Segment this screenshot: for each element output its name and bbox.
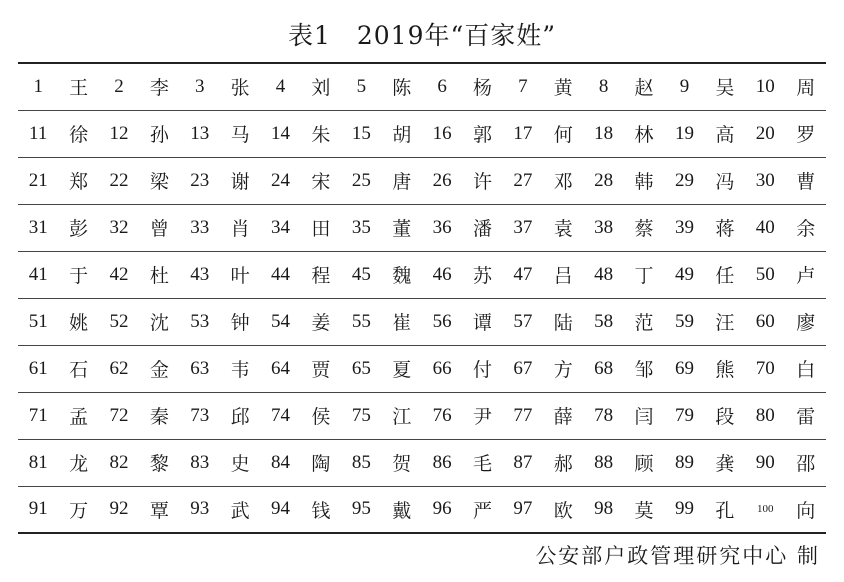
surname: 石	[69, 359, 89, 381]
rank-number: 13	[190, 122, 210, 144]
rank-number: 69	[674, 357, 694, 379]
surname: 丁	[634, 265, 654, 287]
rank-number: 90	[755, 451, 775, 473]
rank-number: 27	[513, 169, 533, 191]
rank-number: 76	[432, 404, 452, 426]
rank-number: 6	[437, 75, 447, 97]
rank-number: 9	[679, 75, 690, 97]
surname: 余	[796, 218, 816, 240]
rank-number: 48	[594, 263, 614, 285]
surname: 王	[69, 77, 89, 100]
surname: 吴	[715, 77, 735, 100]
rank-number: 57	[513, 310, 533, 332]
surname: 向	[796, 499, 816, 522]
surname: 孙	[149, 124, 169, 146]
surname: 武	[230, 499, 250, 522]
surname: 邵	[796, 453, 816, 475]
rank-number: 56	[432, 310, 452, 332]
surname: 薛	[553, 406, 573, 428]
surname: 黄	[553, 77, 573, 100]
rank-number: 66	[432, 357, 452, 379]
surname: 邓	[553, 171, 573, 193]
rank-number: 96	[432, 498, 452, 520]
rank-number: 50	[755, 263, 775, 285]
surname: 胡	[392, 124, 412, 146]
surname: 郭	[472, 124, 492, 146]
surname: 徐	[69, 124, 89, 146]
surname: 田	[311, 218, 331, 240]
surname: 龚	[715, 453, 735, 475]
surname: 孟	[69, 406, 89, 428]
rank-number: 34	[271, 216, 291, 238]
surname: 欧	[553, 499, 573, 522]
rank-number: 88	[594, 451, 614, 473]
rank-number: 11	[29, 122, 48, 144]
surname: 毛	[472, 453, 492, 475]
surname: 叶	[230, 265, 250, 287]
surname: 蔡	[634, 218, 654, 240]
rank-number: 91	[28, 498, 48, 520]
source-footer: 公安部户政管理研究中心 制	[535, 544, 820, 568]
surname: 雷	[796, 406, 816, 428]
rank-number: 23	[190, 169, 210, 191]
rank-number: 43	[190, 263, 210, 285]
rank-number: 35	[351, 216, 371, 238]
rank-number: 73	[190, 404, 210, 426]
rank-number: 58	[594, 310, 614, 332]
surname: 曾	[149, 218, 169, 240]
surname: 汪	[715, 312, 735, 334]
table-row	[18, 298, 826, 345]
table-title: 表1 2019年“百家姓”	[287, 21, 557, 50]
surname: 朱	[311, 124, 331, 146]
surname: 段	[715, 406, 735, 428]
surname: 程	[311, 265, 331, 287]
surname: 贺	[392, 453, 412, 475]
rank-number: 12	[109, 122, 129, 144]
rank-number: 41	[28, 263, 48, 285]
surname: 付	[472, 359, 492, 381]
surname: 谢	[230, 171, 250, 193]
surname: 闫	[634, 406, 654, 428]
rank-number: 83	[190, 451, 210, 473]
rank-number: 92	[109, 498, 129, 520]
rank-number: 5	[356, 75, 367, 97]
surname: 董	[392, 218, 412, 240]
rank-number: 37	[513, 216, 533, 238]
rank-number: 72	[109, 404, 129, 426]
surname: 周	[796, 77, 816, 100]
surname: 贾	[311, 359, 331, 381]
surname: 高	[715, 124, 735, 146]
rank-number: 71	[28, 404, 48, 426]
rank-number: 22	[109, 169, 129, 191]
rank-number: 36	[432, 216, 452, 238]
surname: 韩	[634, 171, 654, 193]
rank-number: 31	[28, 216, 48, 238]
rank-number: 3	[195, 75, 205, 97]
surname: 郑	[69, 171, 89, 193]
surname: 陶	[311, 453, 331, 475]
rank-number: 20	[755, 122, 775, 144]
rank-number: 21	[28, 169, 48, 191]
surname: 邹	[634, 359, 654, 381]
table-row	[18, 110, 826, 157]
rank-number: 53	[190, 310, 210, 332]
surname: 马	[230, 124, 250, 146]
surname: 顾	[634, 453, 654, 475]
surname: 钱	[311, 499, 331, 522]
rank-number: 32	[109, 216, 129, 238]
surname: 张	[230, 77, 250, 100]
rank-number: 55	[351, 310, 371, 332]
rank-number: 17	[513, 122, 533, 144]
rank-number: 40	[755, 216, 775, 238]
surname: 梁	[149, 171, 169, 193]
surname: 韦	[230, 359, 250, 381]
rank-number: 1	[33, 75, 43, 97]
surname: 江	[392, 406, 412, 428]
rank-number: 79	[674, 404, 694, 426]
surname: 熊	[715, 359, 735, 381]
rank-number: 84	[271, 451, 291, 473]
surname: 陆	[553, 312, 573, 334]
rank-number: 54	[271, 310, 291, 332]
surname: 郝	[553, 453, 573, 475]
surname: 宋	[311, 171, 331, 193]
surname: 曹	[796, 171, 816, 193]
surname: 万	[69, 499, 89, 522]
rank-number: 87	[513, 451, 533, 473]
surname: 姚	[69, 312, 89, 334]
surname: 林	[634, 124, 654, 146]
rank-number: 61	[28, 357, 48, 379]
surname: 莫	[634, 499, 654, 522]
surname: 孔	[715, 499, 735, 522]
surname: 尹	[472, 406, 492, 428]
table-row	[18, 157, 826, 204]
surname: 杜	[149, 265, 169, 287]
table-row	[18, 439, 826, 486]
table-row	[18, 486, 826, 533]
rank-number: 63	[190, 357, 210, 379]
rank-number: 38	[594, 216, 614, 238]
surname: 于	[69, 265, 89, 287]
rank-number: 67	[513, 357, 533, 379]
rank-number: 97	[513, 498, 533, 520]
surname: 罗	[796, 124, 816, 146]
surname: 白	[796, 359, 816, 381]
surname: 魏	[392, 265, 412, 287]
surname: 袁	[553, 218, 573, 240]
rank-number: 45	[351, 263, 371, 285]
surname: 沈	[149, 312, 169, 334]
rank-number: 98	[594, 498, 614, 520]
rank-number: 33	[190, 216, 210, 238]
rank-number: 10	[755, 75, 775, 97]
rank-number: 89	[674, 451, 694, 473]
rank-number: 14	[271, 122, 291, 144]
rank-number: 29	[674, 169, 694, 191]
rank-number: 65	[351, 357, 371, 379]
rank-number: 52	[109, 310, 129, 332]
rank-number: 46	[432, 263, 452, 285]
surname: 蒋	[715, 218, 735, 240]
surname: 吕	[553, 265, 573, 287]
surname: 黎	[149, 453, 169, 475]
surname: 苏	[472, 265, 492, 287]
rank-number: 39	[674, 216, 694, 238]
surname: 任	[715, 265, 735, 287]
surname: 秦	[149, 406, 169, 428]
surname: 赵	[634, 77, 654, 100]
surname: 肖	[230, 218, 250, 240]
rank-number: 82	[109, 451, 129, 473]
rank-number: 44	[271, 263, 291, 285]
surname: 夏	[392, 359, 412, 381]
surname: 戴	[392, 499, 412, 522]
rank-number: 8	[598, 75, 609, 97]
rank-number: 94	[271, 498, 291, 520]
rank-number: 42	[109, 263, 129, 285]
surname: 金	[149, 359, 169, 381]
surname: 钟	[230, 312, 250, 334]
table-row	[18, 392, 826, 439]
surname-table	[18, 62, 826, 534]
table-row	[18, 63, 826, 110]
rank-number: 86	[432, 451, 452, 473]
surname: 冯	[715, 171, 735, 193]
rank-number: 7	[518, 75, 528, 97]
rank-number: 18	[594, 122, 614, 144]
surname: 范	[634, 312, 654, 334]
rank-number: 24	[271, 169, 291, 191]
rank-number: 60	[755, 310, 775, 332]
surname: 廖	[796, 312, 816, 334]
surname: 谭	[472, 312, 492, 334]
rank-number: 30	[755, 169, 775, 191]
rank-number: 64	[271, 357, 291, 379]
surname: 卢	[796, 265, 816, 287]
surname: 崔	[392, 312, 412, 334]
surname: 龙	[69, 453, 89, 475]
rank-number: 28	[594, 169, 614, 191]
surname: 潘	[472, 218, 492, 240]
rank-number: 19	[674, 122, 694, 144]
rank-number: 51	[28, 310, 48, 332]
surname: 李	[149, 77, 169, 100]
rank-number: 100	[756, 503, 774, 516]
rank-number: 16	[432, 122, 452, 144]
surname: 邱	[230, 406, 250, 428]
rank-number: 15	[351, 122, 371, 144]
rank-number: 68	[594, 357, 614, 379]
rank-number: 2	[114, 75, 124, 97]
rank-number: 78	[594, 404, 614, 426]
table-row	[18, 204, 826, 251]
rank-number: 25	[351, 169, 371, 191]
rank-number: 77	[513, 404, 533, 426]
rank-number: 74	[271, 404, 291, 426]
rank-number: 62	[109, 357, 129, 379]
rank-number: 49	[674, 263, 694, 285]
rank-number: 59	[674, 310, 694, 332]
surname: 覃	[149, 499, 169, 522]
surname: 唐	[392, 171, 412, 193]
surname: 严	[472, 499, 492, 522]
rank-number: 80	[755, 404, 775, 426]
rank-number: 26	[432, 169, 452, 191]
table-row	[18, 345, 826, 392]
rank-number: 99	[674, 498, 694, 520]
rank-number: 70	[755, 357, 775, 379]
rank-number: 47	[513, 263, 533, 285]
rank-number: 81	[28, 451, 48, 473]
rank-number: 95	[351, 498, 371, 520]
surname: 姜	[311, 312, 331, 334]
rank-number: 93	[190, 498, 210, 520]
table-row	[18, 251, 826, 298]
surname: 彭	[69, 218, 89, 240]
surname: 杨	[472, 77, 492, 100]
rank-number: 4	[275, 75, 286, 97]
rank-number: 85	[351, 451, 371, 473]
rank-number: 75	[351, 404, 371, 426]
surname: 侯	[311, 406, 331, 428]
surname: 陈	[392, 77, 412, 100]
surname: 方	[553, 359, 573, 381]
surname: 何	[553, 124, 573, 146]
surname: 许	[472, 171, 492, 193]
surname: 刘	[311, 77, 331, 100]
surname: 史	[230, 453, 250, 475]
